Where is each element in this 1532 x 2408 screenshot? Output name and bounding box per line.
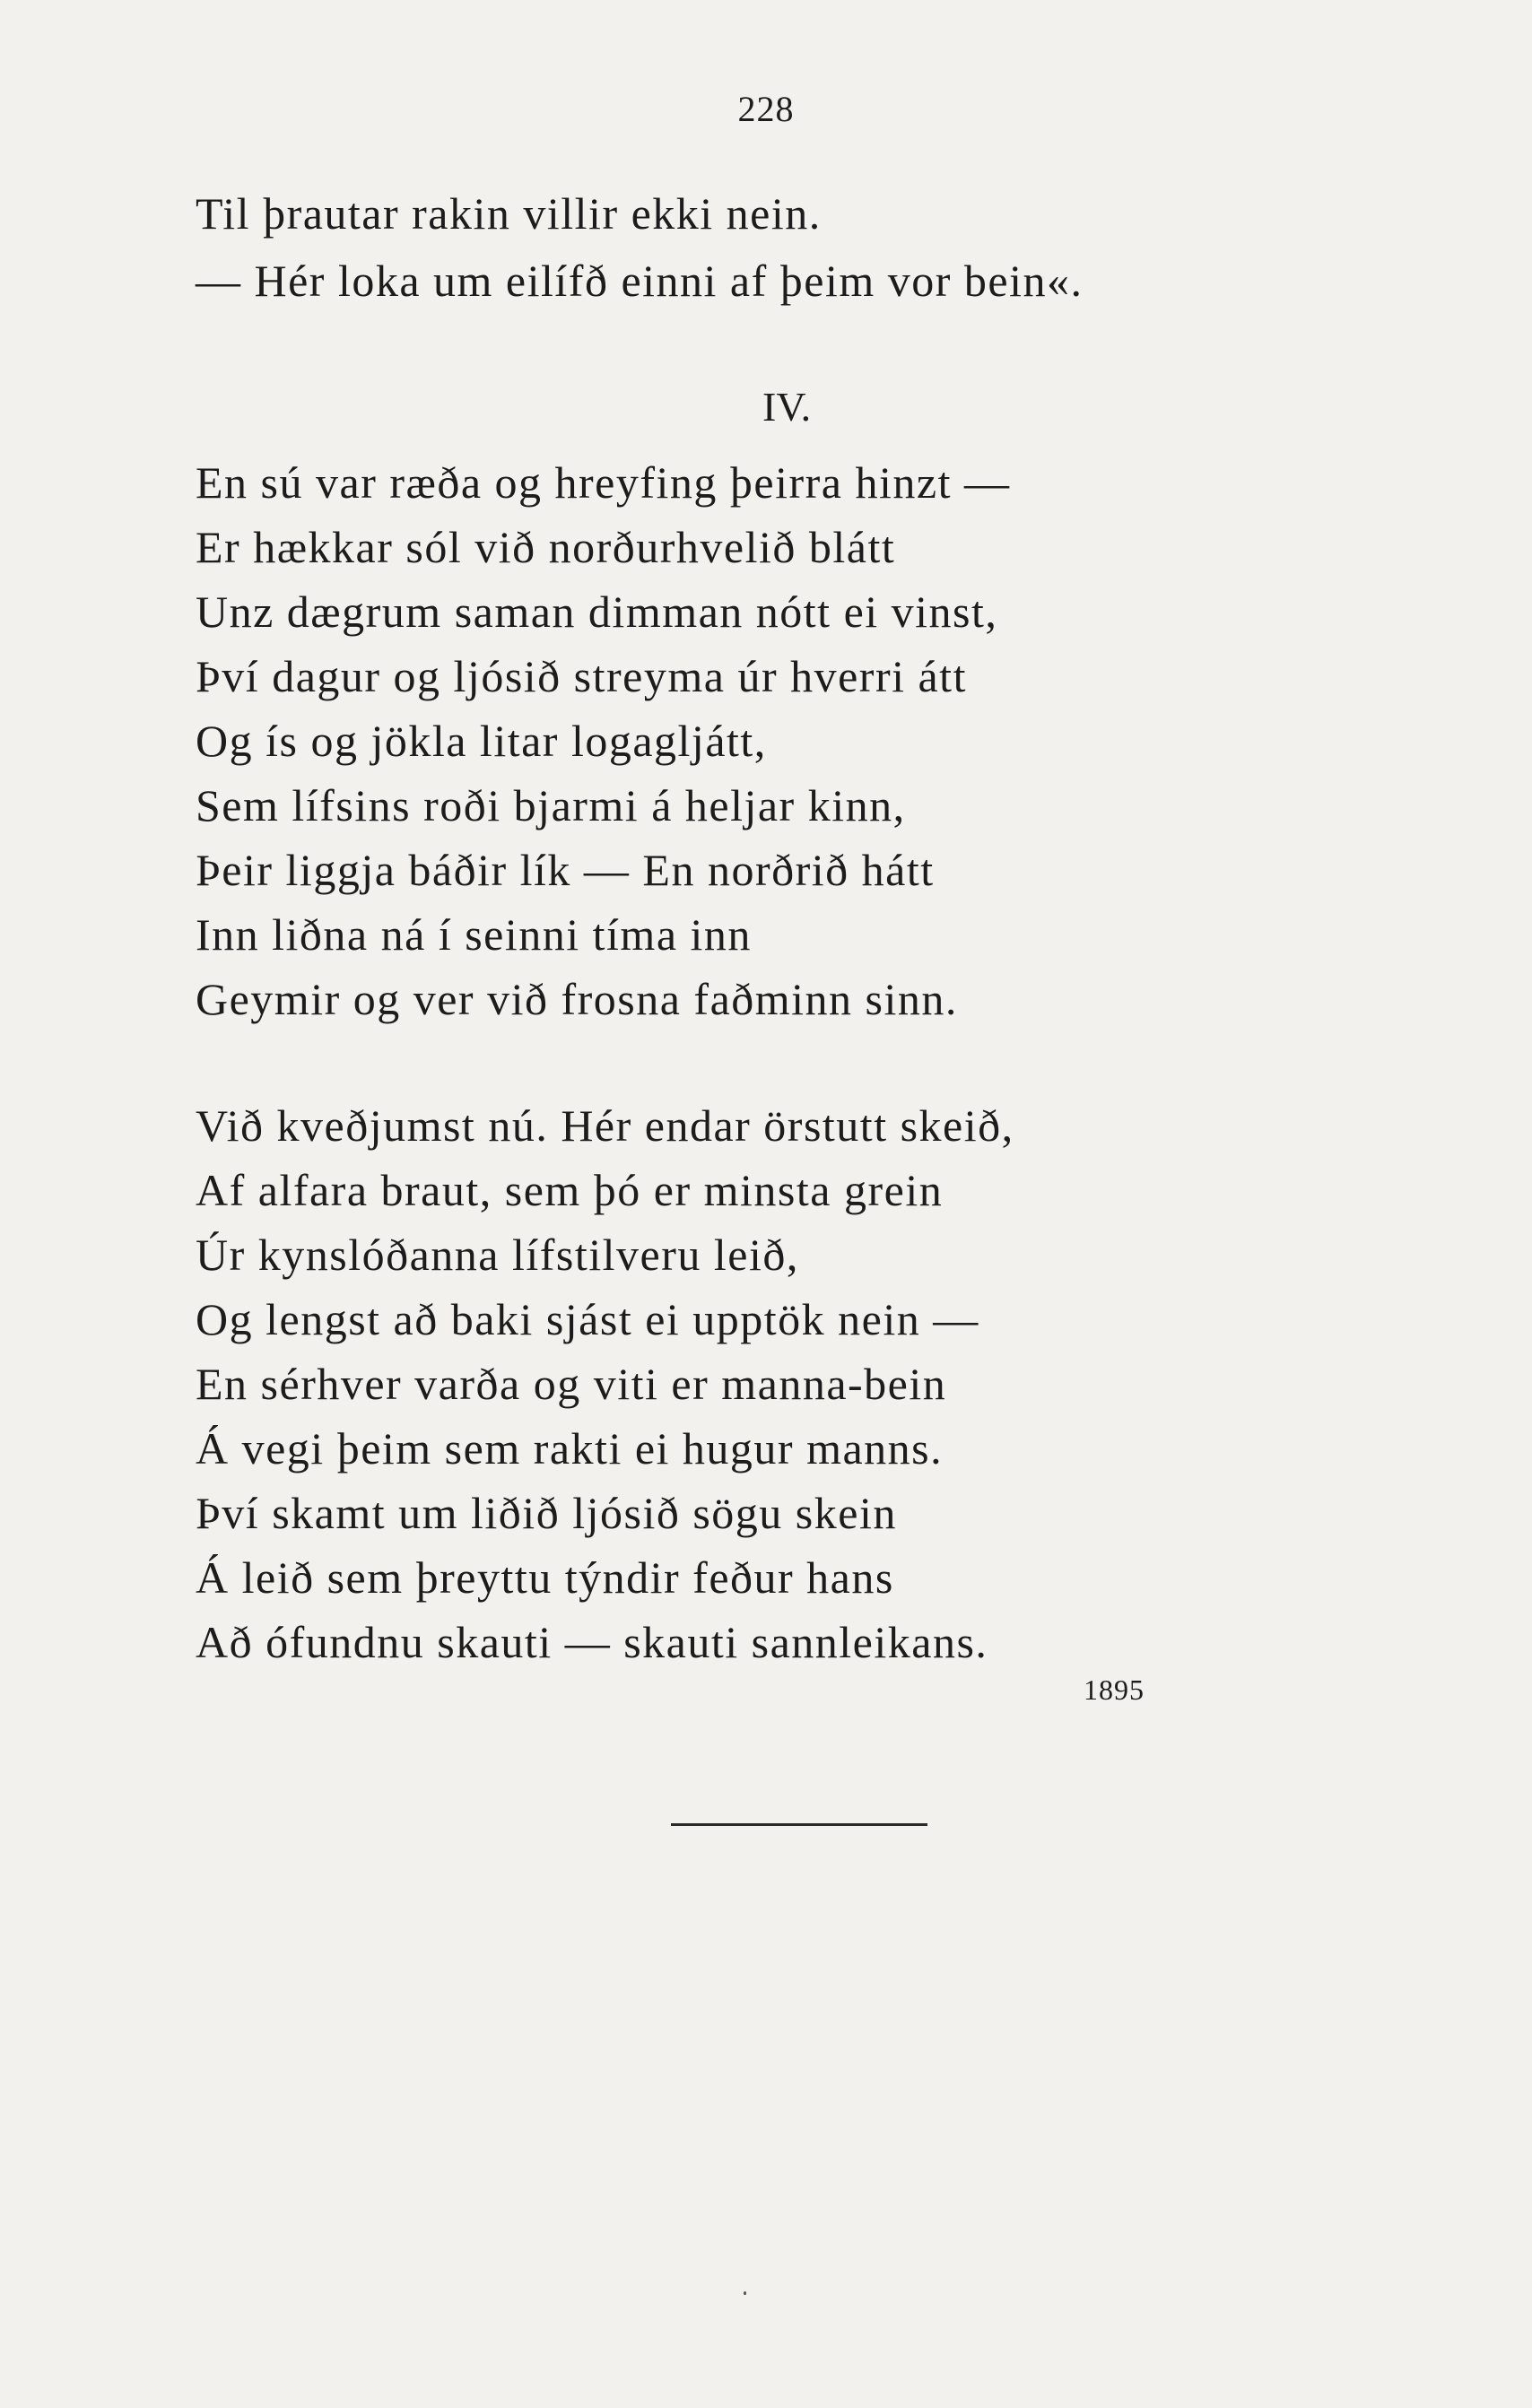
poem-line: Á vegi þeim sem rakti ei hugur manns. [196, 1423, 944, 1473]
poem-line: Að ófundnu skauti — skauti sannleikans. [196, 1617, 988, 1667]
poem-line: Er hækkar sól við norðurhvelið blátt [196, 522, 896, 572]
poem-line: Því dagur og ljósið streyma úr hverri átt [196, 651, 967, 701]
poem-line: Úr kynslóðanna lífstilveru leið, [196, 1230, 799, 1280]
poem-line: Af alfara braut, sem þó er minsta grein [196, 1165, 944, 1215]
poem-line: En sú var ræða og hreyfing þeirra hinzt — [196, 457, 1011, 508]
poem-line: Inn liðna ná í seinni tíma inn [196, 909, 752, 960]
year-date: 1895 [1084, 1673, 1145, 1706]
poem-line: — Hér loka um eilífð einni af þeim vor bein«. [196, 256, 1084, 306]
poem-line: Unz dægrum saman dimman nótt ei vinst, [196, 587, 998, 637]
page-number: 228 [737, 89, 795, 129]
poem-line: Og lengst að baki sjást ei upptök nein — [196, 1294, 979, 1344]
poem-line: En sérhver varða og viti er manna-bein [196, 1359, 947, 1409]
poem-line: Þeir liggja báðir lík — En norðrið hátt [196, 845, 935, 895]
poem-line: Á leið sem þreyttu týndir feður hans [196, 1552, 894, 1603]
poem-line: Því skamt um liðið ljósið sögu skein [196, 1488, 897, 1538]
poem-line: Sem lífsins roði bjarmi á heljar kinn, [196, 780, 906, 830]
poem-line: Við kveðjumst nú. Hér endar örstutt skeið, [196, 1100, 1014, 1151]
poem-line: Og ís og jökla litar logagljátt, [196, 716, 767, 766]
end-rule [671, 1823, 927, 1826]
section-heading: IV. [762, 384, 812, 430]
ink-speck [744, 2291, 746, 2295]
poem-line: Til þrautar rakin villir ekki nein. [196, 188, 822, 239]
poem-line: Geymir og ver við frosna faðminn sinn. [196, 974, 958, 1024]
